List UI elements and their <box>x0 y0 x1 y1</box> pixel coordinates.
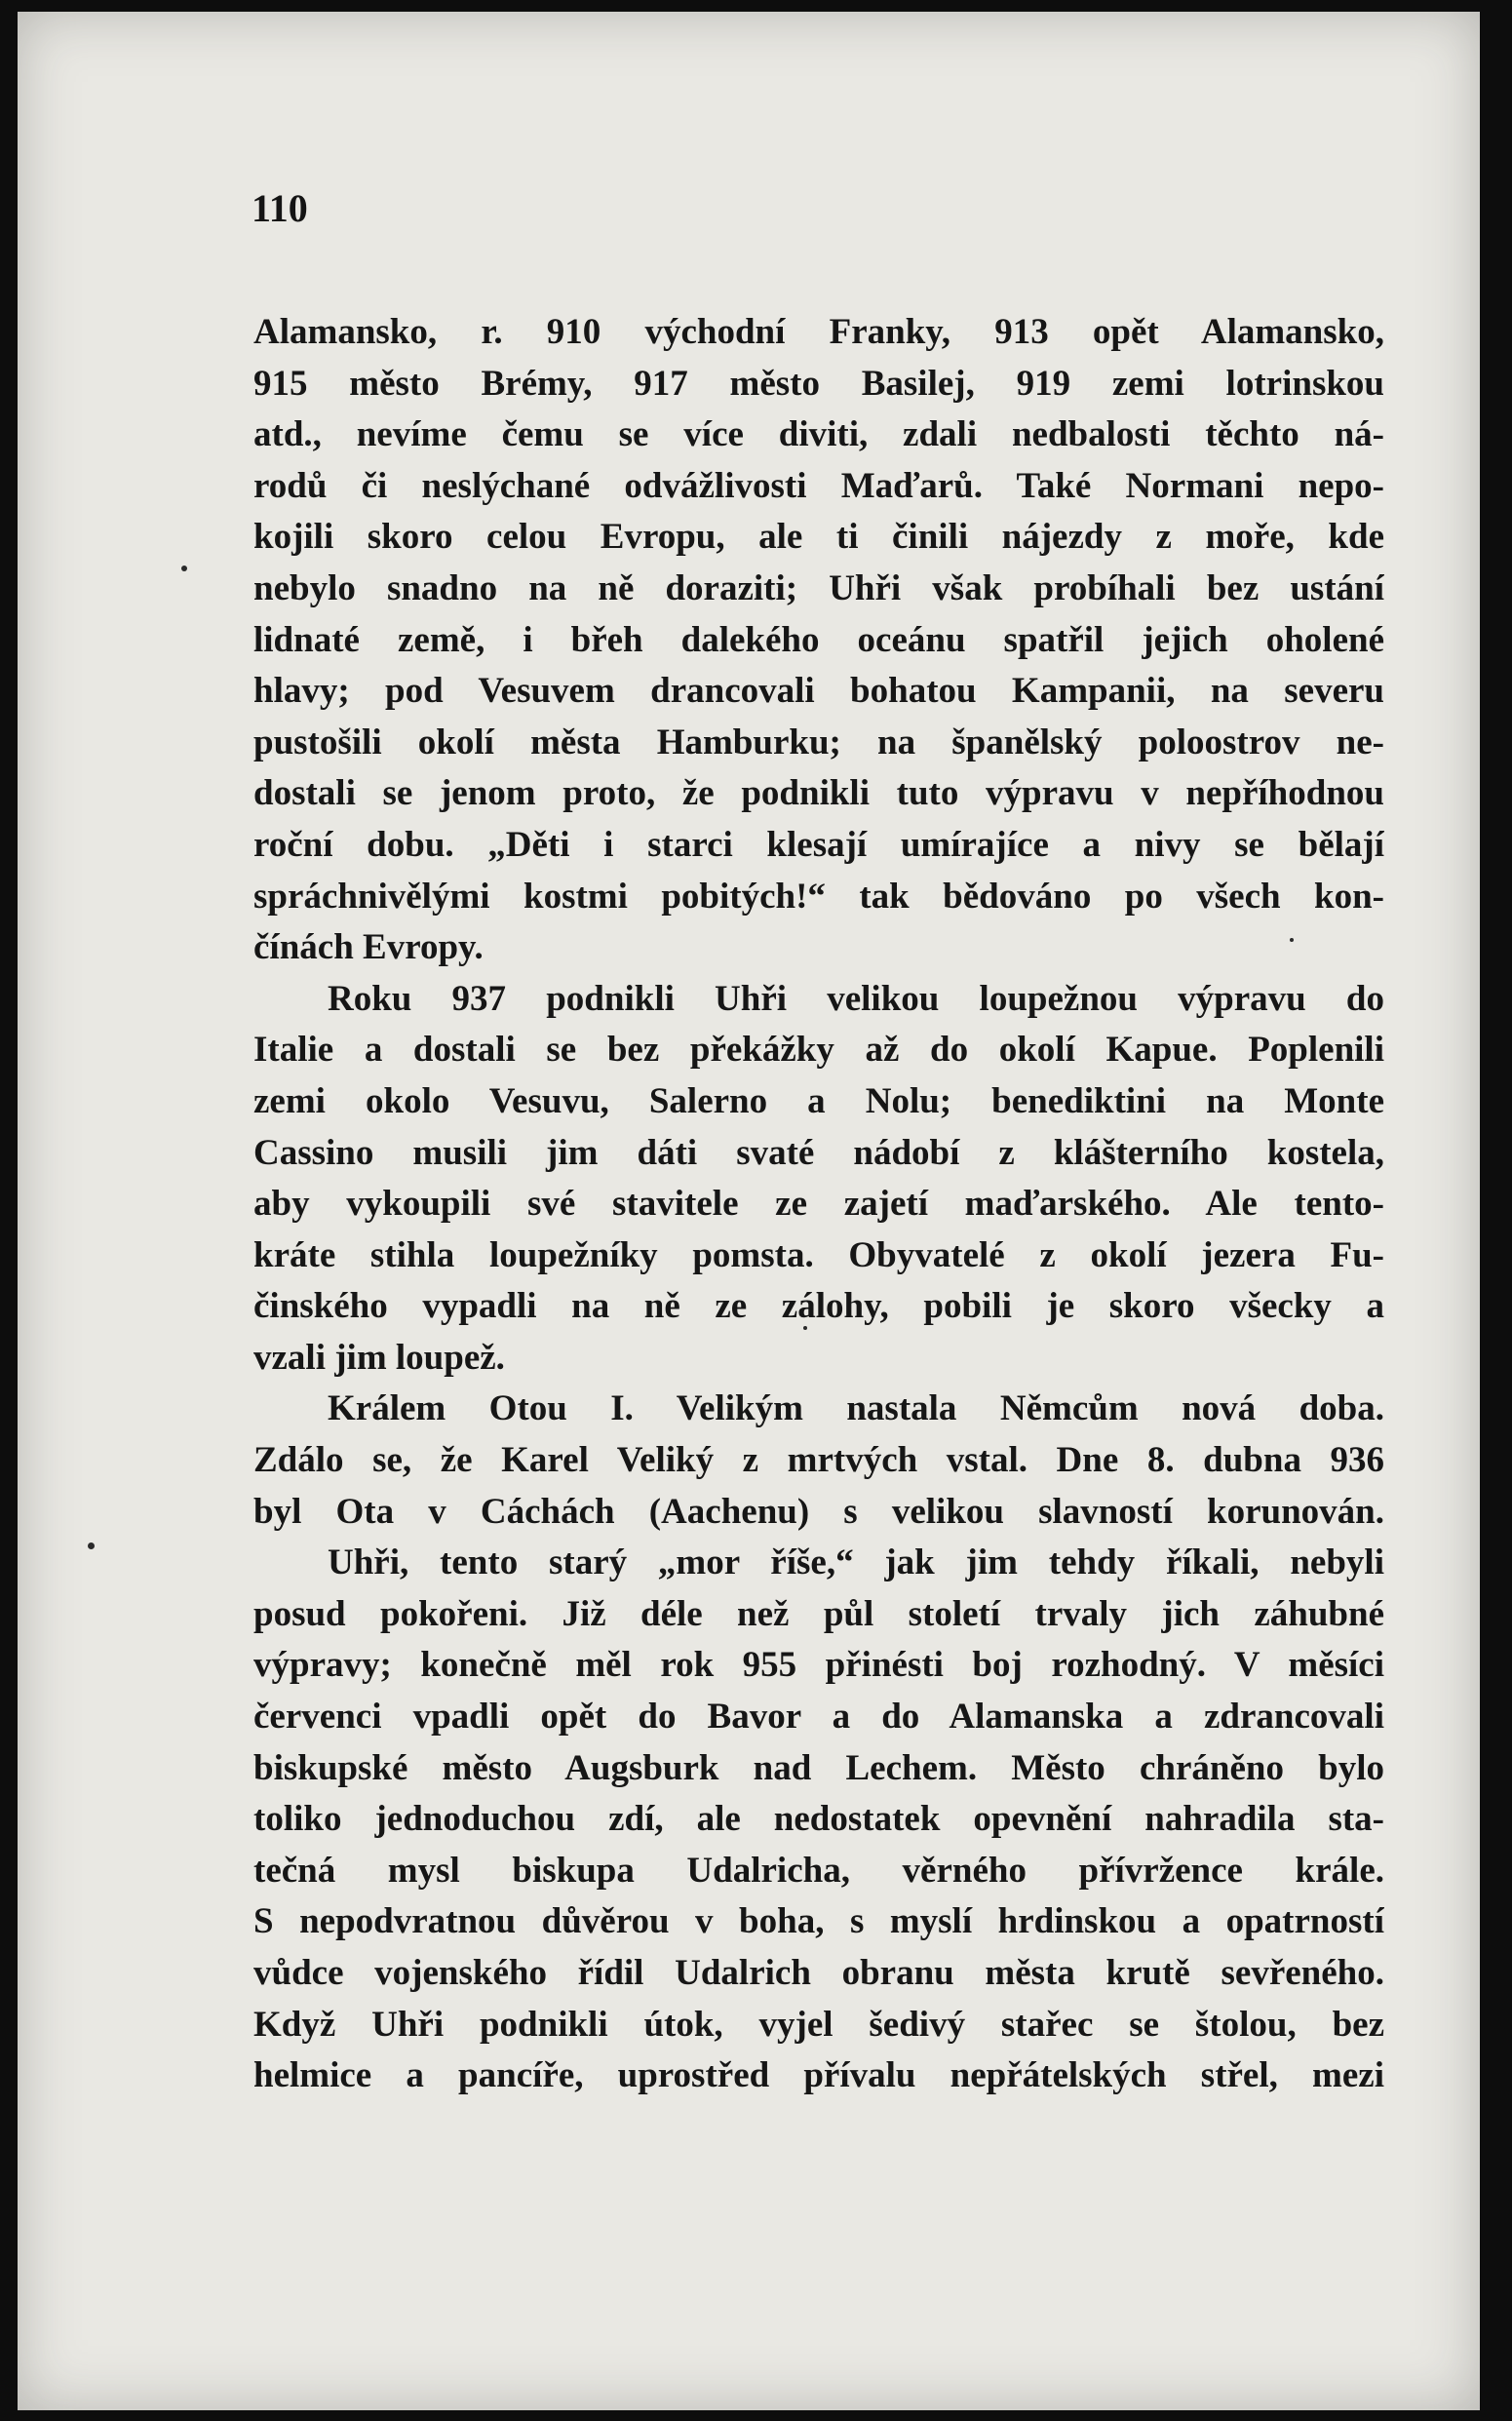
text-line: pustošili okolí města Hamburku; na španělský poloostrov ne- <box>253 722 1384 762</box>
page-number: 110 <box>252 186 308 230</box>
text-line: 915 město Brémy, 917 město Basilej, 919 zemi lotrinskou <box>253 363 1384 404</box>
text-line: toliko jednoduchou zdí, ale nedostatek opevnění nahradila sta- <box>253 1799 1384 1840</box>
text-line: atd., nevíme čemu se více diviti, zdali nedbalosti těchto ná- <box>253 414 1384 455</box>
book-page <box>18 12 1480 2410</box>
text-line: dostali se jenom proto, že podnikli tuto výpravu v nepříhodnou <box>253 773 1384 814</box>
text-line: červenci vpadli opět do Bavor a do Alamanska a zdrancovali <box>253 1697 1384 1738</box>
text-line: vůdce vojenského řídil Udalrich obranu města krutě sevřeného. <box>253 1953 1384 1993</box>
text-line: nebylo snadno na ně doraziti; Uhři však probíhali bez ustání <box>253 567 1384 608</box>
text-line: roční dobu. „Děti i starci klesají umírajíce a nivy se bělají <box>253 824 1384 865</box>
text-line: spráchnivělými kostmi pobitých!“ tak bědováno po všech kon- <box>253 876 1384 917</box>
text-line: byl Ota v Cáchách (Aachenu) s velikou slavností korunován. <box>253 1491 1384 1532</box>
text-line: kojili skoro celou Evropu, ale ti činili nájezdy z moře, kde <box>253 517 1384 558</box>
text-line: hlavy; pod Vesuvem drancovali bohatou Kampanii, na severu <box>253 671 1384 712</box>
body-text <box>253 307 1384 2102</box>
text-line: Zdálo se, že Karel Veliký z mrtvých vstal. Dne 8. dubna 936 <box>253 1440 1384 1481</box>
text-line: S nepodvratnou důvěrou v boha, s myslí hrdinskou a opatrností <box>253 1901 1384 1942</box>
text-line: biskupské město Augsburk nad Lechem. Město chráněno bylo <box>253 1747 1384 1788</box>
text-line: výpravy; konečně měl rok 955 přinésti boj rozhodný. V měsíci <box>253 1645 1384 1686</box>
text-line: Italie a dostali se bez překážky až do okolí Kapue. Poplenili <box>253 1030 1384 1071</box>
text-line: čínách Evropy. <box>253 927 484 968</box>
scan-speck <box>803 1326 807 1330</box>
text-line: Cassino musili jim dáti svaté nádobí z klášterního kostela, <box>253 1132 1384 1173</box>
text-line: lidnaté země, i břeh dalekého oceánu spatřil jejich oholené <box>253 619 1384 660</box>
scan-speck <box>1290 938 1294 942</box>
text-line: tečná mysl biskupa Udalricha, věrného přívržence krále. <box>253 1850 1384 1891</box>
text-line: zemi okolo Vesuvu, Salerno a Nolu; benediktini na Monte <box>253 1080 1384 1121</box>
text-line: vzali jim loupež. <box>253 1337 505 1378</box>
text-line: Alamansko, r. 910 východní Franky, 913 opět Alamansko, <box>253 312 1384 352</box>
text-line: Uhři, tento starý „mor říše,“ jak jim tehdy říkali, nebyli <box>328 1542 1384 1583</box>
text-line: helmice a pancíře, uprostřed přívalu nepřátelských střel, mezi <box>253 2055 1384 2096</box>
text-line: kráte stihla loupežníky pomsta. Obyvatelé z okolí jezera Fu- <box>253 1234 1384 1275</box>
text-line: činského vypadli na ně ze zálohy, pobili je skoro všecky a <box>253 1286 1384 1327</box>
text-line: Roku 937 podnikli Uhři velikou loupežnou výpravu do <box>328 978 1384 1019</box>
scan-speck <box>181 566 187 571</box>
text-line: rodů či neslýchané odvážlivosti Maďarů. Také Normani nepo- <box>253 465 1384 506</box>
scan-speck <box>88 1542 95 1549</box>
text-line: aby vykoupili své stavitele ze zajetí maďarského. Ale tento- <box>253 1184 1384 1225</box>
text-line: Když Uhři podnikli útok, vyjel šedivý stařec se štolou, bez <box>253 2004 1384 2045</box>
text-line: Králem Otou I. Velikým nastala Němcům nová doba. <box>328 1388 1384 1429</box>
text-line: posud pokořeni. Již déle než půl století trvaly jich záhubné <box>253 1593 1384 1634</box>
